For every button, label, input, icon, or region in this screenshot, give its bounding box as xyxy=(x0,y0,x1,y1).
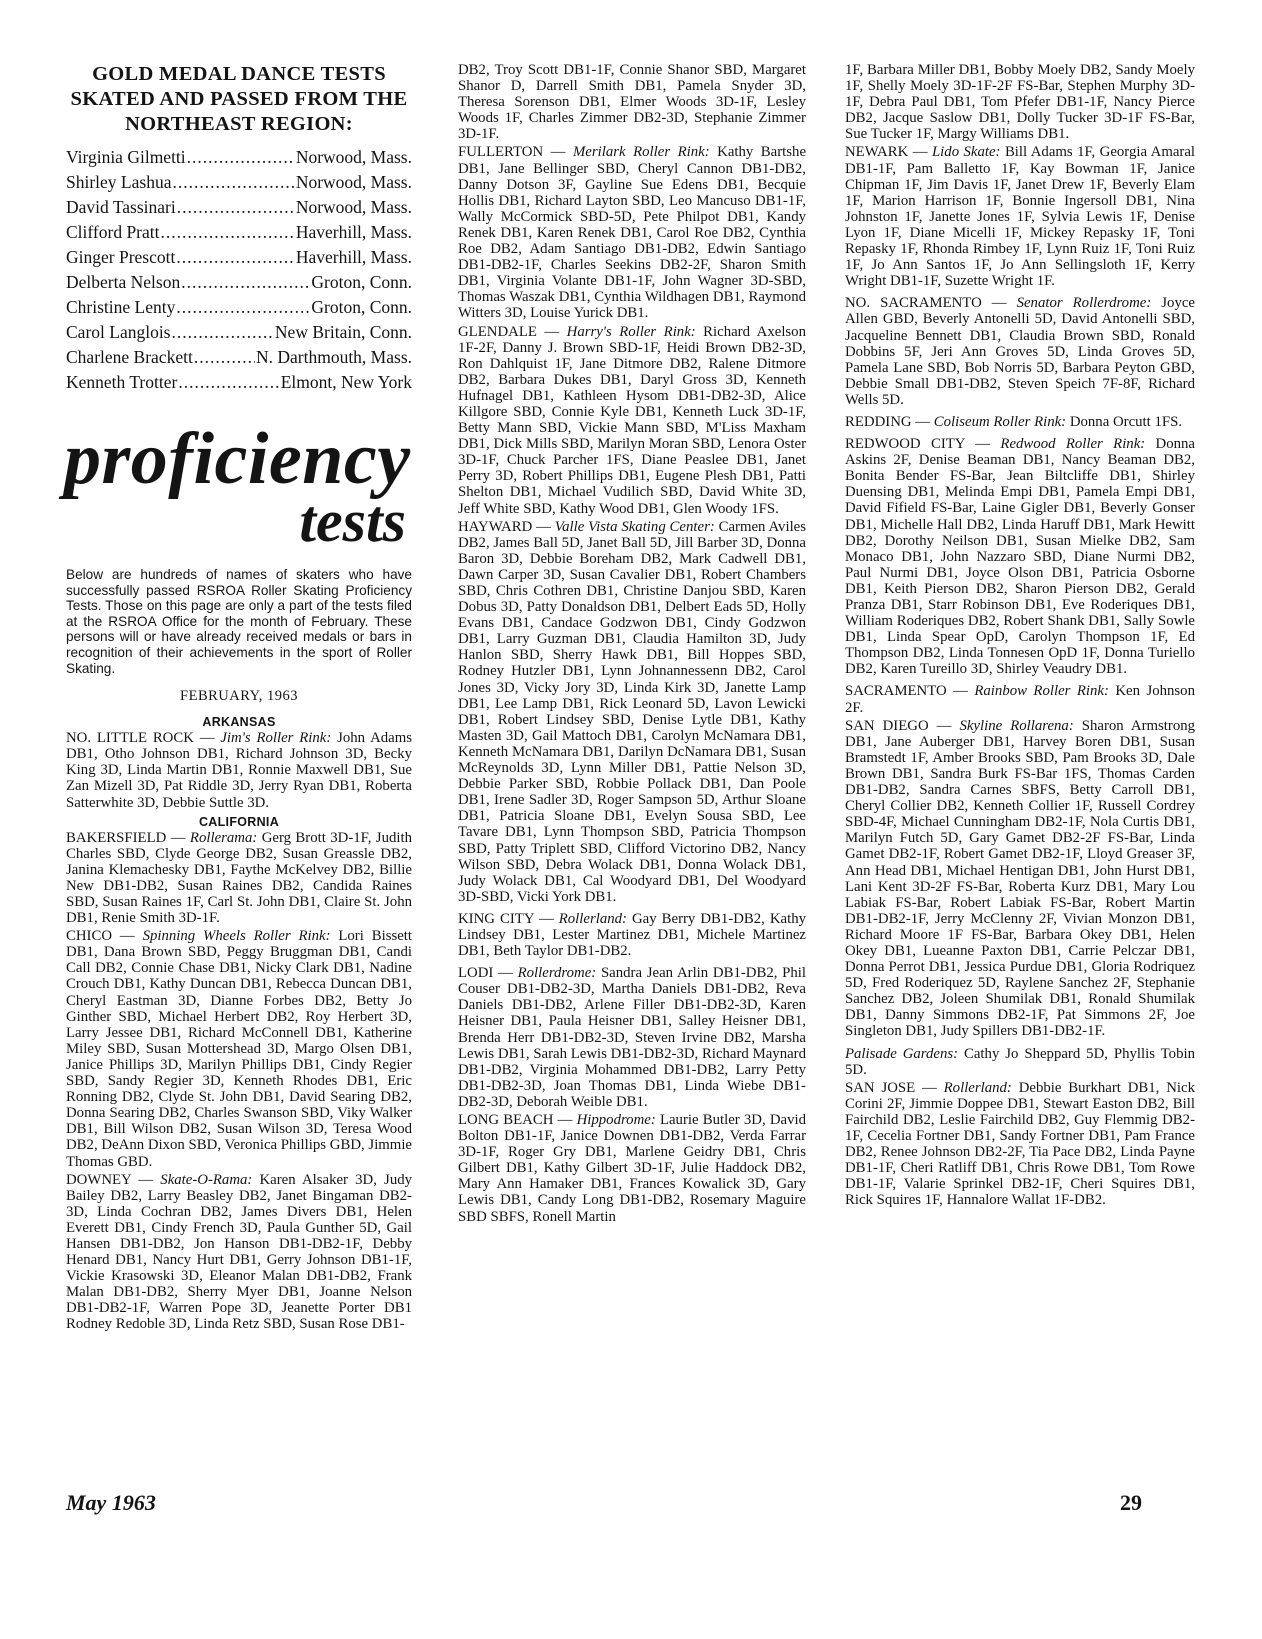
entry-redding xyxy=(845,414,1195,430)
city-name: SAN JOSE — xyxy=(845,1079,937,1096)
entry-redwood-city xyxy=(845,436,1195,677)
skater-name: Delberta Nelson xyxy=(66,272,181,292)
skater-list: Bill Adams 1F, Georgia Amaral DB1-1F, Pam Balletto 1F, Kay Bowman 1F, Janice Chipman 1F, Jim Davis 1F, Janet Drew 1F, Beverly Elam 1F, Marion Harrison 1F, Bonnie Ingersoll DB1, Nina Johnston 1F, Janette Jones 1F, Sylvia Lewis 1F, Denise Lyon 1F, Diane Micelli 1F, Mickey Repasky 1F, Toni Repasky 1F, Rhonda Rimbey 1F, Lynn Ruiz 1F, Toni Ruiz 1F, Jo Ann Santos 1F, Jo Ann Sellingsloth 1F, Kerry Wright DB1-1F, Suzette Wright 1F. xyxy=(845,144,1196,290)
city-name: SACRAMENTO — xyxy=(845,683,968,700)
dot-leader xyxy=(161,220,295,245)
skater-list: Carmen Aviles DB2, James Ball 5D, Janet Ball 5D, Jill Barber 3D, Donna Baron 3D, Debbie Boreham DB2, Mark Cadwell DB1, Dawn Carper 3D, Susan Cavalier DB1, Robert Chambers SBD, Chris Cothren DB1, Christine Danjou SBD, Karen Dobus 3D, Patty Donaldson DB1, Delbert Eads 5D, Holly Evans DB1, Candace Godzwon DB1, Cindy Godzwon DB1, Larry Guzman DB1, Claudia Hamilton 3D, Judy Hanlon SBD, Sherry Hawk DB1, Bill Hoppes SBD, Rodney Hutzler DB1, Lynn Johnannessenn DB2, Carol Jones 3D, Vicky Jory 3D, Linda Kirk 3D, Janette Lamp DB1, Lee Lamp DB1, Rick Leonard 5D, Lavon Lewicki DB1, Robert Lindsey SBD, Denise Lytle DB1, Kathy Masten 3D, Gail Mattoch DB1, Carolyn McNamara DB1, Kenneth McNamara DB1, Darilyn DcNamara DB1, Susan McReynolds 3D, Lynn Miller DB1, Pattie Nelson 3D, Debbie Parker SBD, Robbie Pollack DB1, Dan Poole DB1, Irene Sadler 3D, Roger Sampson 5D, Arthur Sloane DB1, Patricia Sloane DB1, Evelyn Sousa SBD, Lee Tavare DB1, Lynn Thompson SBD, Patricia Thompson SBD, Patty Triplett SBD, Clifford Victorino DB2, Nancy Wilson SBD, Debra Wolack DB1, Donna Wolack DB1, Judy Wolack DB1, Cal Woodyard DB1, Del Woodyard 3D-SBD, Vicki York DB1. xyxy=(458,518,807,905)
skater-list: Ken Johnson 2F. xyxy=(845,683,1195,716)
city-name: DOWNEY — xyxy=(66,1171,154,1188)
dot-leader xyxy=(172,170,294,195)
city-name: REDDING — xyxy=(845,413,931,430)
column-1 xyxy=(66,62,412,1335)
gold-medal-row xyxy=(66,195,412,220)
entry-lodi xyxy=(458,965,806,1110)
skater-town: Norwood, Mass. xyxy=(295,197,412,217)
dot-leader xyxy=(176,295,310,320)
skater-town: New Britain, Conn. xyxy=(274,322,412,342)
entry-sacramento xyxy=(845,683,1195,715)
skater-list: John Adams DB1, Otho Johnson DB1, Richard Johnson 3D, Becky King 3D, Linda Martin DB1, Ronnie Maxwell DB1, Sue Zan Mizell 3D, Pat Riddle 3D, Jerry Ryan DB1, Roberta Satterwhite 3D, Debbie Suttle 3D. xyxy=(66,730,412,811)
skater-list: Laurie Butler 3D, David Bolton DB1-1F, Janice Downen DB1-DB2, Verda Farrar 3D-1F, Roger Gry DB1, Marlene Geidry DB1, Chris Gilbert DB1, Kathy Gilbert 3D-1F, Julie Haddock DB2, Mary Ann Hamaker DB1, Frances Kowalick 3D, Gary Lewis DB1, Candy Long DB1-DB2, Rosemary Maguire SBD SBFS, Ronell Martin xyxy=(458,1112,807,1225)
skater-name: Clifford Pratt xyxy=(66,222,160,242)
gold-medal-row xyxy=(66,345,412,370)
rink-name: Redwood Roller Rink: xyxy=(1000,436,1146,453)
city-name: REDWOOD CITY — xyxy=(845,436,991,453)
intro-paragraph: Below are hundreds of names of skaters who have successfully passed RSROA Roller Skating Proficiency Tests. Those on this page are only a part of the tests filed at the RSROA Office for the month of February. These persons will or have already received medals or bars in recognition of their achievements in the sport of Roller Skating. xyxy=(66,567,412,676)
dot-leader xyxy=(172,320,274,345)
rink-name: Lido Skate: xyxy=(931,144,1001,161)
gold-medal-row xyxy=(66,170,412,195)
entry-hayward xyxy=(458,519,806,905)
skater-list: Gay Berry DB1-DB2, Kathy Lindsey DB1, Lester Martinez DB1, Michele Martinez DB1, Beth Taylor DB1-DB2. xyxy=(458,910,807,960)
skater-list: Kathy Bartshe DB1, Jane Bellinger SBD, Cheryl Cannon DB1-DB2, Danny Dotson 3F, Gayline Sue Edens DB1, Becquie Hollis DB1, Richard Layton SBD, Leo Mancuso DB1-1F, Wally McCormick SBD-5D, Pete Philpot DB1, Kandy Renek DB1, Karen Renek DB1, Carol Roe DB2, Cynthia Roe DB2, Adam Santiago DB1-DB2, Edwin Santiago DB1-DB2-1F, Charles Seekins DB2-2F, Sharon Smith DB1, Virginia Volante DB1-1F, John Wagner 3D-SBD, Thomas Waszak DB1, Cynthia Wildhagen DB1, Raymond Witters 3D, Louise Yurick DB1. xyxy=(458,144,807,322)
skater-town: Groton, Conn. xyxy=(311,297,412,317)
entry-long-beach xyxy=(458,1112,806,1225)
page-number: 29 xyxy=(1120,1490,1142,1515)
entry-chico xyxy=(66,928,412,1169)
entry-king-city xyxy=(458,911,806,959)
entry-palisade-gardens xyxy=(845,1046,1195,1078)
city-name: GLENDALE — xyxy=(458,323,560,340)
gold-medal-row xyxy=(66,320,412,345)
entry-san-jose xyxy=(845,1080,1195,1209)
skater-list: Donna Orcutt 1FS. xyxy=(1069,413,1183,430)
skater-name: Charlene Brackett xyxy=(66,347,193,367)
dot-leader xyxy=(176,245,294,270)
dot-leader xyxy=(194,345,255,370)
entry-no-sacramento xyxy=(845,295,1195,408)
skater-name: Carol Langlois xyxy=(66,322,171,342)
city-name: NEWARK — xyxy=(845,144,928,161)
skater-list: Debbie Burkhart DB1, Nick Corini 2F, Jimmie Doppee DB1, Stewart Easton DB2, Bill Fairchild DB2, Leslie Fairchild DB2, Guy Flemmig DB2-1F, Cecelia Fortner DB1, Sandy Fortner DB1, Pam France DB2, Renee Johnson DB2-2F, Tia Pace DB2, Linda Payne DB1-1F, Cheri Ratliff DB1, Chris Rowe DB1, Tom Rowe DB1-1F, Valarie Sprinkel DB2-1F, Cheri Squires DB1, Rick Squires 1F, Hannalore Wallat 1F-DB2. xyxy=(845,1079,1195,1209)
skater-list: Lori Bissett DB1, Dana Brown SBD, Peggy Bruggman DB1, Candi Call DB2, Connie Chase DB1, Nicky Clark DB1, Nadine Crouch DB1, Kathy Duncan DB1, Rebecca Duncan DB1, Cheryl Eastman 3D, Dianne Forbes DB2, Betty Jo Ginther SBD, Michael Herbert DB2, Roy Herbert 3D, Larry Jessee DB1, Richard McConnell DB1, Katherine Miley SBD, Susan Mottershead 3D, Margo Olsen DB1, Janice Phillips 3D, Marilyn Phillips DB1, Cindy Regier SBD, Sandy Regier 3D, Kenneth Rhodes DB1, Eric Ronning DB2, Clyde St. John DB1, David Searing DB2, Donna Searing DB2, Charles Swanson SBD, Viky Walker DB1, Bill Wilson DB2, Susan Wilson 3D, Teresa Wood DB2, DeAnn Dixon SBD, Veronica Phillips GBD, Jimmie Thomas GBD. xyxy=(66,928,412,1170)
gold-medal-row xyxy=(66,145,412,170)
city-name: LONG BEACH — xyxy=(458,1112,573,1128)
rink-name: Skyline Rollarena: xyxy=(959,717,1074,734)
rink-name: Rollerdrome: xyxy=(517,965,597,982)
state-heading-california: CALIFORNIA xyxy=(198,814,280,829)
rink-name: Skate-O-Rama: xyxy=(160,1171,253,1188)
skater-town: Norwood, Mass. xyxy=(295,147,412,167)
skater-list: Sharon Armstrong DB1, Jane Auberger DB1, Harvey Boren DB1, Susan Bramstedt 1F, Amber Brooks SBD, Pam Brooks 3D, Dale Brown DB1, Sandra Burk FS-Bar 1FS, Thomas Carden DB1-DB2, Sandra Carnes SBFS, Betty Carroll DB1, Cheryl Collier DB2, Kenneth Collier 1F, Russell Cordrey SBD-4F, Michael Cunningham DB2-1F, Nola Curtis DB1, Marilyn Futch 5D, Gary Gamet DB2-2F FS-Bar, Linda Gamet DB2-1F, Robert Gamet DB2-1F, Lloyd Greaser 3F, Ann Head DB1, Michael Hentigan DB1, John Hurst DB1, Lani Kent 3D-2F FS-Bar, Roberta Kurz DB1, Mary Lou Labiak FS-Bar, Robert Labiak FS-Bar, Robert Martin DB1-DB2-1F, Jerry McClenny 2F, Vivian Monzon DB1, Richard Moore 1F FS-Bar, Barbara Okey DB1, Helen Okey DB1, Lueanne Paxton DB1, Carrie Pelczar DB1, Donna Perrot DB1, Jessica Purdue DB1, Gloria Rodriquez 5D, Fred Roderiquez 5D, Raylene Sanchez 2F, Stephanie Sanchez DB2, Joleen Shumilak DB1, Ronald Shumilak DB1, Danny Simmons DB2-1F, Pat Simmons 2F, Joe Singleton DB1, Judy Spillers DB1-DB2-1F. xyxy=(845,717,1196,1040)
column-3 xyxy=(845,62,1195,1210)
entry-downey-continued xyxy=(458,62,806,142)
page-title-line2: tests xyxy=(299,488,406,554)
rink-name: Rainbow Roller Rink: xyxy=(974,683,1109,700)
gold-medal-row xyxy=(66,245,412,270)
entry-long-beach-continued xyxy=(845,62,1195,142)
month-heading: FEBRUARY, 1963 xyxy=(180,688,298,705)
city-name: KING CITY — xyxy=(458,910,554,927)
dot-leader xyxy=(187,145,295,170)
skater-name: Virginia Gilmetti xyxy=(66,147,186,167)
skater-list: 1F, Barbara Miller DB1, Bobby Moely DB2, Sandy Moely 1F, Shelly Moely 3D-1F-2F FS-Bar, Stephen Murphy 3D-1F, Debra Paul DB1, Tom Pfefer DB1-1F, Nancy Pierce DB2, Jacque Saslow DB1, Dolly Tucker 3D-1F FS-Bar, Sue Tucker 1F, Margy Williams DB1. xyxy=(845,62,1195,143)
column-2 xyxy=(458,62,806,1227)
skater-town: Norwood, Mass. xyxy=(295,172,412,192)
skater-list: Cathy Jo Sheppard 5D, Phyllis Tobin 5D. xyxy=(845,1045,1195,1078)
skater-list: Joyce Allen GBD, Beverly Antonelli 5D, David Antonelli SBD, Jacqueline Bennett DB1, Claudia Brown SBD, Ronald Dobbins 5F, Jeri Ann Groves 5D, Linda Groves 5D, Pamela Lane SBD, Bob Norris 5D, Barbara Peyton GBD, Debbie Small DB1-DB2, Steven Speich 7F-8F, Richard Wells 5D. xyxy=(845,295,1195,408)
entry-downey xyxy=(66,1172,412,1333)
entry-fullerton xyxy=(458,144,806,321)
rink-name: Coliseum Roller Rink: xyxy=(933,413,1067,430)
skater-town: Haverhill, Mass. xyxy=(295,247,412,267)
city-name: NO. LITTLE ROCK — xyxy=(66,730,215,747)
skater-list: Sandra Jean Arlin DB1-DB2, Phil Couser DB1-DB2-3D, Martha Daniels DB1-DB2, Reva Daniels DB1-DB2, Arlene Filler DB1-DB2-3D, Karen Heisner DB1, Paula Heisner DB1, Salley Heisner DB1, Brenda Herr DB1-DB2-3D, Steven Irvine DB2, Marsha Lewis DB1, Sarah Lewis DB1-DB2-3D, Richard Maynard DB1-DB2, Virginia Mohammed DB1-DB2, Larry Petty DB1-DB2-3D, Joan Thomas DB1, Linda Wiebe DB1-DB2-3D, Deborah Weible DB1. xyxy=(458,965,807,1110)
rink-name: Merilark Roller Rink: xyxy=(572,144,710,161)
rink-name: Valle Vista Skating Center: xyxy=(554,518,715,535)
skater-name: Kenneth Trotter xyxy=(66,372,178,392)
dot-leader xyxy=(178,370,279,395)
city-name: LODI — xyxy=(458,965,513,982)
rink-name: Rollerland: xyxy=(558,910,627,927)
entry-bakersfield xyxy=(66,830,412,927)
gold-medal-row xyxy=(66,295,412,320)
entry-glendale xyxy=(458,324,806,517)
skater-town: Groton, Conn. xyxy=(311,272,412,292)
gold-medal-row xyxy=(66,220,412,245)
skater-name: Shirley Lashua xyxy=(66,172,172,192)
skater-name: David Tassinari xyxy=(66,197,176,217)
entry-no-little-rock xyxy=(66,730,412,810)
city-name: BAKERSFIELD — xyxy=(66,829,186,846)
rink-name: Spinning Wheels Roller Rink: xyxy=(142,928,331,945)
city-name: HAYWARD — xyxy=(458,518,551,535)
rink-name: Rollerama: xyxy=(189,829,258,846)
dot-leader xyxy=(177,195,295,220)
skater-name: Christine Lenty xyxy=(66,297,176,317)
rink-name: Rollerland: xyxy=(943,1079,1012,1096)
rink-name: Jim's Roller Rink: xyxy=(220,730,332,747)
skater-town: N. Darthmouth, Mass. xyxy=(255,347,412,367)
rink-name: Senator Rollerdrome: xyxy=(1016,295,1152,312)
rink-name: Hippodrome: xyxy=(576,1112,656,1128)
entry-san-diego xyxy=(845,718,1195,1040)
state-heading-arkansas: ARKANSAS xyxy=(202,715,276,730)
skater-town: Elmont, New York xyxy=(280,372,412,392)
entry-newark xyxy=(845,144,1195,289)
skater-list: Richard Axelson 1F-2F, Danny J. Brown SBD-1F, Heidi Brown DB2-3D, Ron Dahlquist 1F, Jane Ditmore DB2, Ralene Ditmore DB2, Barbara Dukes DB1, Daryl Gross 3D, Kenneth Hufnagel DB1, Kathleen Hysom DB1-DB2-3D, Alice Killgore SBD, Connie Kyle DB1, Kenneth Luck 3D-1F, Betty Mann SBD, Vickie Mann SBD, M'Liss Maxham DB1, Dick Mills SBD, Marilyn Moran SBD, Lenora Oster 3D-1F, Chuck Parcher 1FS, Diane Peaslee DB1, Janet Perry 3D, Robert Phillips DB1, Eugene Plesh DB1, Patti Shelton DB1, Michael Vudilich SBD, David White 3D, Jeff White SBD, Kathy Wood DB1, Glen Woody 1FS. xyxy=(458,323,806,517)
skater-list: Karen Alsaker 3D, Judy Bailey DB2, Larry Beasley DB2, Janet Bingaman DB2-3D, Linda Cochran DB2, James Divers DB1, Helen Everett DB1, Cindy French 3D, Paula Gunther 5D, Gail Hansen DB1-DB2, Jon Hanson DB1-DB2-1F, Debby Henard DB1, Nancy Hurt DB1, Gerry Johnson DB1-1F, Vickie Krasowski 3D, Eleanor Malan DB1-DB2, Frank Malan DB1-DB2, Sherry Myer DB1, Joanne Nelson DB1-DB2-1F, Warren Pope 3D, Jeanette Porter DB1 Rodney Redoble 3D, Linda Retz SBD, Susan Rose DB1- xyxy=(66,1171,413,1333)
skater-name: Ginger Prescott xyxy=(66,247,176,267)
city-name: CHICO — xyxy=(66,928,135,945)
city-name: FULLERTON — xyxy=(458,144,566,161)
skater-town: Haverhill, Mass. xyxy=(295,222,412,242)
rink-name: Palisade Gardens: xyxy=(845,1045,959,1062)
skater-list: Donna Askins 2F, Denise Beaman DB1, Nancy Beaman DB2, Bonita Bender FS-Bar, Jean Biltcliffe DB1, Shirley Duensing DB1, Melinda Empi DB1, Pamela Empi DB1, David Fifield FS-Bar, Laine Gigler DB1, Beverly Gonser DB1, Michelle Hall DB2, Linda Haruff DB1, Mark Hewitt DB2, Dorothy Neilson DB1, Susan Mielke DB2, Sam Monaco DB1, John Nazzaro SBD, Diane Nurmi DB2, Paul Nurmi DB1, Joyce Olson DB1, Patricia Osborne DB1, Keith Pierson DB2, Sharon Pierson DB2, Gerald Pranza DB1, Starr Robinson DB1, Eve Roderiques DB1, William Roderiques DB2, Robert Shank DB1, Sally Sowle DB1, Linda Spear OpD, Carolyn Thompson 1F, Ed Thompson DB2, Linda Tonnesen OpD 1F, Donna Turiello DB2, Karen Tureillo 3D, Shirley Veaudry DB1. xyxy=(845,436,1195,678)
dot-leader xyxy=(181,270,310,295)
skater-list: Gerg Brott 3D-1F, Judith Charles SBD, Clyde George DB2, Susan Greassle DB2, Janina Klemachesky DB1, Faythe McKelvey DB2, Billie New DB1-DB2, Susan Raines DB2, Candida Raines SBD, Susan Raines 1F, Carl St. John DB1, Claire St. John DB1, Renie Smith 3D-1F. xyxy=(66,829,412,927)
gold-medal-row xyxy=(66,370,412,395)
footer-issue-date: May 1963 xyxy=(66,1490,156,1515)
city-name: SAN DIEGO — xyxy=(845,717,952,734)
city-name: NO. SACRAMENTO — xyxy=(845,295,1007,312)
skater-list: DB2, Troy Scott DB1-1F, Connie Shanor SBD, Margaret Shanor D, Darrell Smith DB1, Pamela Snyder 3D, Theresa Sorenson DB1, Elmer Woods 3D-1F, Lesley Woods 1F, Charles Zimmer DB2-3D, Stephanie Zimmer 3D-1F. xyxy=(458,62,806,143)
gold-medal-list xyxy=(66,145,412,395)
page-title-line1: proficiency xyxy=(64,418,411,500)
gold-medal-row xyxy=(66,270,412,295)
rink-name: Harry's Roller Rink: xyxy=(566,323,696,340)
gold-medal-title: GOLD MEDAL DANCE TESTS SKATED AND PASSED FROM THE NORTHEAST REGION: xyxy=(70,63,408,135)
